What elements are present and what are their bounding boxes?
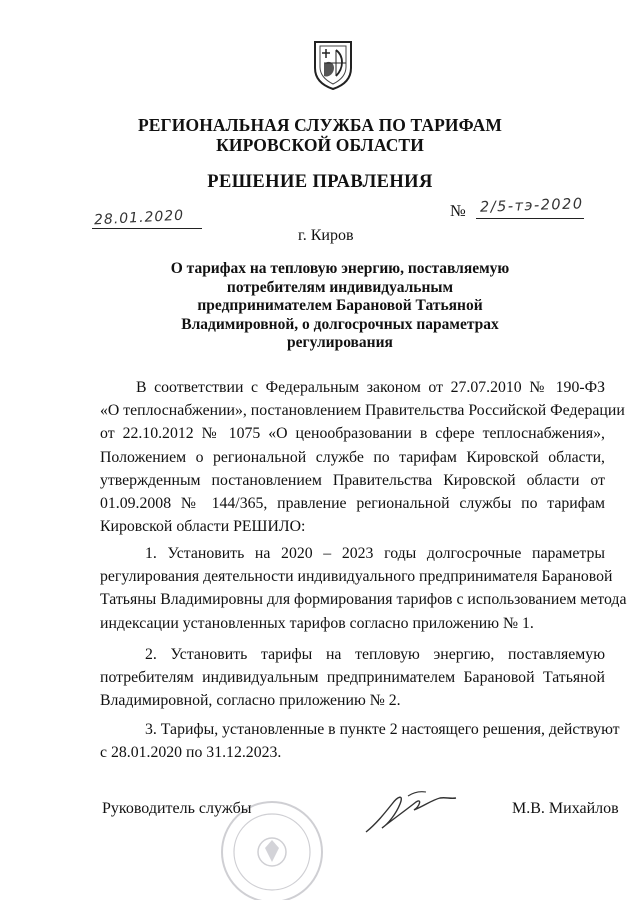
paragraph-line: 2. Установить тарифы на тепловую энергию, поставляемую [145, 646, 605, 663]
city: г. Киров [298, 227, 354, 244]
coat-of-arms-icon [312, 38, 354, 90]
paragraph-line: утвержденным постановлением Правительства Кировской области от [100, 471, 605, 489]
paragraph-line: Положением о региональной службе по тарифам Кировской области, [100, 448, 605, 466]
org-name-line2: КИРОВСКОЙ ОБЛАСТИ [216, 135, 424, 155]
signatory-name: М.В. Михайлов [512, 800, 619, 817]
date-underline [92, 228, 202, 229]
decision-number: 2/5-тэ-2020 [479, 196, 584, 216]
subject-line: потребителям индивидуальным [226, 278, 454, 296]
subject-line: регулирования [287, 334, 393, 351]
signature-icon [362, 780, 462, 840]
decision-item-1 [100, 542, 627, 635]
paragraph-line: «О теплоснабжении», постановлением Правительства Российской Федерации [100, 402, 625, 420]
number-sign: № [450, 201, 466, 220]
paragraph-line: регулирования деятельности индивидуального предпринимателя Барановой [100, 568, 613, 586]
decision-item-3 [100, 718, 620, 764]
preamble-paragraph [100, 376, 625, 538]
signatory-position: Руководитель службы [102, 800, 252, 817]
paragraph-line: 01.09.2008 № 144/365, правление региональной службы по тарифам [100, 494, 605, 512]
org-name-line1: РЕГИОНАЛЬНАЯ СЛУЖБА ПО ТАРИФАМ [137, 115, 502, 135]
paragraph-line: потребителям индивидуальным предпринимателем Барановой Татьяной [100, 669, 605, 687]
paragraph-line: Кировской области РЕШИЛО: [100, 518, 306, 536]
document-title: РЕШЕНИЕ ПРАВЛЕНИЯ [207, 172, 433, 192]
paragraph-line: с 28.01.2020 по 31.12.2023. [100, 744, 282, 762]
subject-line: предпринимателем Барановой Татьяной [197, 297, 483, 314]
paragraph-line: от 22.10.2012 № 1075 «О ценообразовании в сфере теплоснабжения», [100, 425, 605, 443]
subject-line: Владимировной, о долгосрочных параметрах [181, 315, 499, 333]
subject-line: О тарифах на тепловую энергию, поставляемую [170, 260, 510, 277]
paragraph-line: Татьяны Владимировны для формирования тарифов с использованием метода [100, 591, 627, 609]
paragraph-line: 1. Установить на 2020 – 2023 годы долгосрочные параметры [145, 545, 605, 562]
decision-subject [150, 260, 530, 353]
decision-item-2 [100, 643, 605, 713]
paragraph-line: 3. Тарифы, установленные в пункте 2 настоящего решения, действуют [145, 721, 620, 738]
decision-date: 28.01.2020 [93, 207, 185, 229]
number-underline [476, 218, 584, 219]
paragraph-line: Владимировной, согласно приложению № 2. [100, 692, 401, 710]
paragraph-line: В соответствии с Федеральным законом от 27.07.2010 № 190-ФЗ [136, 379, 605, 396]
paragraph-line: индексации установленных тарифов согласно приложению № 1. [100, 614, 534, 632]
